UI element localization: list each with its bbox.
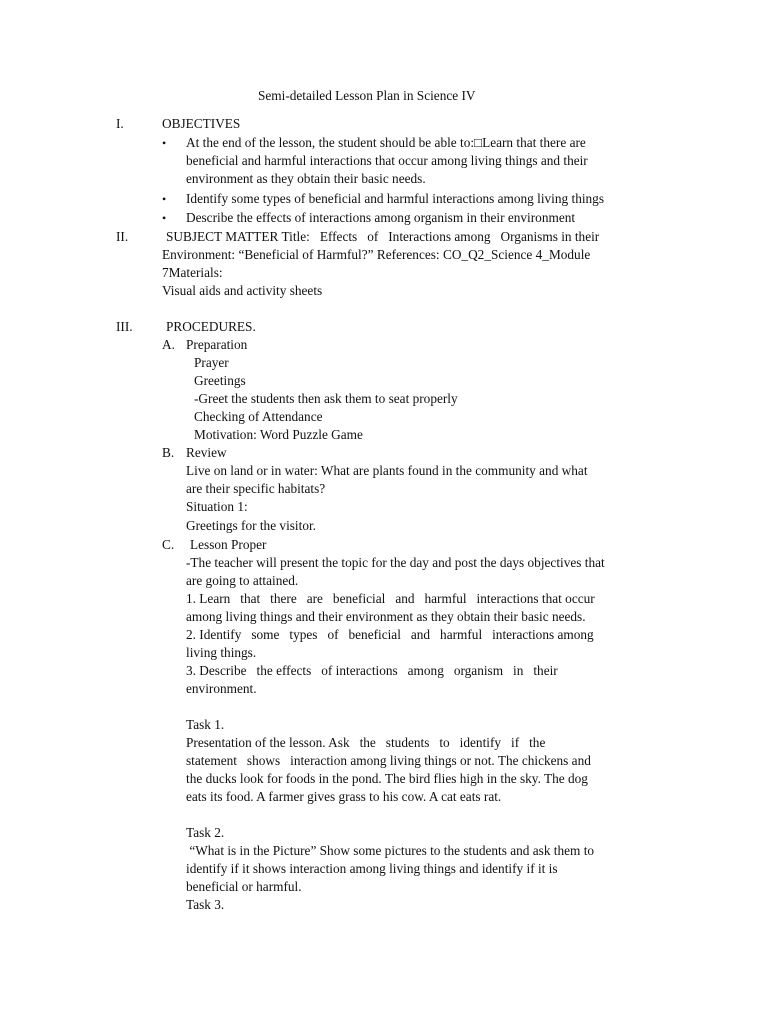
objective-line: Describe the effects of interactions among organism in their environment xyxy=(186,210,576,225)
objective-line: Identify some types of beneficial and harmful interactions among living things xyxy=(186,191,605,206)
lesson-line: 1. Learn that there are beneficial and harmful interactions that occur xyxy=(186,591,595,606)
procedures-heading: PROCEDURES. xyxy=(166,319,256,334)
preparation-item: Motivation: Word Puzzle Game xyxy=(194,427,363,442)
section-a-label: A. xyxy=(162,337,175,352)
task-1-line: eats its food. A farmer gives grass to his cow. A cat eats rat. xyxy=(186,789,502,804)
objective-line: environment as they obtain their basic needs. xyxy=(186,171,426,186)
task-1-title: Task 1. xyxy=(186,717,225,732)
objectives-numeral: I. xyxy=(116,116,124,131)
subject-matter-line: SUBJECT MATTER Title: Effects of Interactions among Organisms in their xyxy=(166,229,600,244)
bullet-icon: • xyxy=(162,136,167,150)
lesson-line: are going to attained. xyxy=(186,573,299,588)
section-b-title: Review xyxy=(186,445,227,460)
subject-matter-line: 7Materials: xyxy=(162,265,223,280)
section-c-title: Lesson Proper xyxy=(190,537,267,552)
lesson-line: -The teacher will present the topic for the day and post the days objectives that xyxy=(186,555,605,570)
task-1-line: statement shows interaction among living things or not. The chickens and xyxy=(186,753,591,768)
preparation-item: Greetings xyxy=(194,373,246,388)
task-2-line: “What is in the Picture” Show some pictures to the students and ask them to xyxy=(186,843,595,858)
objective-line: At the end of the lesson, the student should be able to:□Learn that there are xyxy=(186,135,586,150)
task-1-line: the ducks look for foods in the pond. The bird flies high in the sky. The dog xyxy=(186,771,588,786)
section-b-label: B. xyxy=(162,445,175,460)
review-line: Live on land or in water: What are plants found in the community and what xyxy=(186,463,588,478)
section-c-label: C. xyxy=(162,537,175,552)
objectives-heading: OBJECTIVES xyxy=(162,116,241,131)
subject-matter-line: Visual aids and activity sheets xyxy=(162,283,323,298)
task-2-title: Task 2. xyxy=(186,825,225,840)
lesson-line: environment. xyxy=(186,681,257,696)
task-1-line: Presentation of the lesson. Ask the students to identify if the xyxy=(186,735,546,750)
bullet-icon: • xyxy=(162,211,167,225)
task-2-line: beneficial or harmful. xyxy=(186,879,302,894)
objective-line: beneficial and harmful interactions that occur among living things and their xyxy=(186,153,588,168)
section-a-title: Preparation xyxy=(186,337,248,352)
bullet-icon: • xyxy=(162,192,167,206)
review-line: Greetings for the visitor. xyxy=(186,518,316,533)
subject-matter-line: Environment: “Beneficial of Harmful?” References: CO_Q2_Science 4_Module xyxy=(162,247,591,262)
preparation-item: Prayer xyxy=(194,355,229,370)
preparation-item: -Greet the students then ask them to seat properly xyxy=(194,391,458,406)
task-2-line: identify if it shows interaction among living things and identify if it is xyxy=(186,861,558,876)
lesson-line: among living things and their environment as they obtain their basic needs. xyxy=(186,609,586,624)
lesson-line: 3. Describe the effects of interactions among organism in their xyxy=(186,663,558,678)
review-line: Situation 1: xyxy=(186,499,248,514)
preparation-item: Checking of Attendance xyxy=(194,409,323,424)
document-title: Semi-detailed Lesson Plan in Science IV xyxy=(258,88,476,103)
task-3-title: Task 3. xyxy=(186,897,225,912)
review-line: are their specific habitats? xyxy=(186,481,326,496)
lesson-line: living things. xyxy=(186,645,257,660)
lesson-line: 2. Identify some types of beneficial and harmful interactions among xyxy=(186,627,594,642)
subject-matter-numeral: II. xyxy=(116,229,129,244)
procedures-numeral: III. xyxy=(116,319,133,334)
